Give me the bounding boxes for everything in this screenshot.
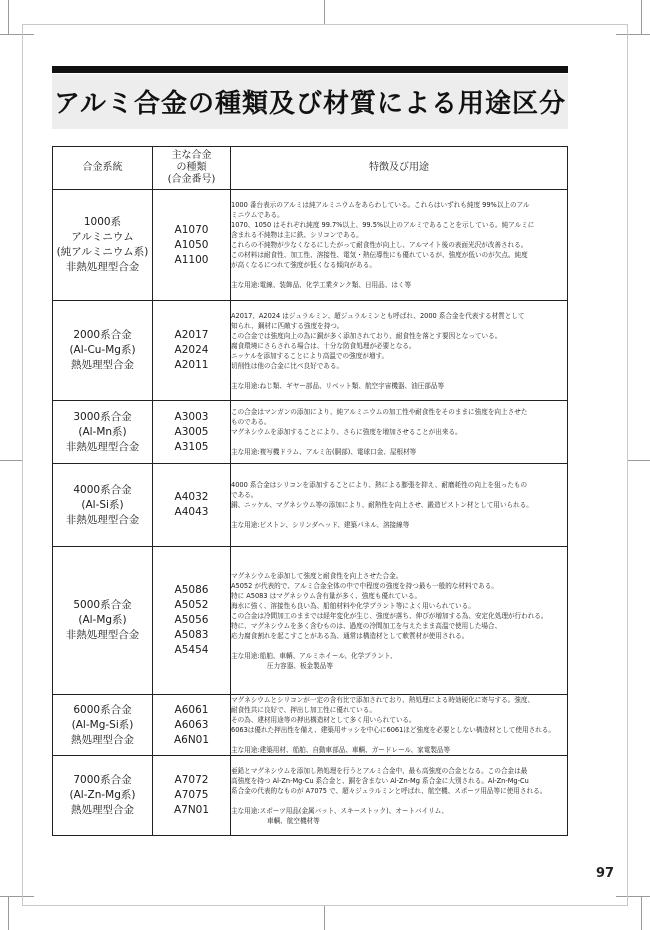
main-uses-line: 圧力容器、板金製品等 [267,661,333,670]
main-uses-line: 車輌、航空機材等 [267,816,320,825]
page-title: アルミ合金の種類及び材質による用途区分 [54,89,566,119]
alloy-system-line: 1000系 [83,216,122,228]
description-line: マグネシウムを添加して強度と耐食性を向上させた合金。 [231,571,403,580]
table-row [53,547,568,695]
crop-mark [641,0,642,34]
title-rule [52,66,568,73]
description-line: これらの不純物が少なくなるにしたがって耐食性が向上し、アルマイト後の表面光沢が改善される。 [231,241,528,249]
alloy-grade: A7N01 [173,804,210,816]
description-line: 特に、マグネシウムを多く含むものは、過度の冷間加工を与えたまま高温で使用した場合、 [231,621,502,630]
alloy-grade: A5056 [174,614,209,626]
main-uses-text [231,447,567,457]
description-text [231,571,567,641]
alloy-grade: A6N01 [173,733,210,746]
description-line: この材料は耐食性、加工性、溶接性、電気・熱伝導性にも優れているが、強度が低いのが欠点。純度 [231,251,528,259]
header-grades-line: 主な合金 [171,150,212,161]
alloy-grade: A7072 [174,774,209,786]
header-system: 合金系統 [53,147,153,190]
description-line: この合金では強度向上の為に銅が多く添加されており、耐食性を落とす要因となっている。 [231,331,502,340]
alloy-grade: A6061 [174,703,209,716]
title-box [52,74,568,129]
crop-mark [628,460,650,461]
main-uses-text [231,520,567,530]
description-line: である。 [231,491,258,499]
description-text [231,407,567,437]
description-line: 1000 番台表示のアルミは純アルミニウムをあらわしている。これらはいずれも純度 99%以上のアル [231,201,530,209]
alloy-system-line: (Al-Si系) [81,498,124,511]
description-line: 含まれる不純物は主に鉄、シリコンである。 [231,231,363,239]
description-line: 知られ、鋼材に匹敵する強度を持つ。 [231,321,344,330]
alloy-grade: A5052 [174,599,209,611]
alloy-grades-cell [153,190,231,301]
description-line: この合金はマンガンの添加により、純アルミニウムの加工性や耐食性をそのままに強度を向上させた [231,408,528,416]
alloy-grades-cell [153,301,231,401]
description-line: 銅、ニッケル、マグネシウム等の添加により、耐熱性を向上させ、鍛造ピストン材として用いられる。 [231,501,533,509]
main-uses-line: 主な用途:ピストン、シリンダヘッド、建築パネル、溶接線等 [231,521,410,529]
alloy-table [52,146,568,836]
alloy-grade: A5086 [174,584,209,596]
main-uses-text [231,806,567,826]
alloy-grades-cell [153,401,231,464]
crop-mark [324,0,325,24]
alloy-grade: A1100 [174,253,209,266]
alloy-system-line: 非熱処理型合金 [65,629,140,641]
page-number: 97 [596,866,615,881]
alloy-system-cell [53,401,153,464]
alloy-grades-cell [153,695,231,756]
alloy-grade: A6063 [174,718,209,731]
header-grades-line: (合金番号) [167,174,216,185]
alloy-system-line: (純アルミニウム系) [56,246,149,258]
description-line: 6063は優れた押出性を備え、建築用サッシを中心に6061ほど強度を必要としない構造材として使用される。 [231,726,555,734]
main-uses-line: 主な用途:複写機ドラム、アルミ缶(胴部)、電球口金、屋根材等 [231,448,417,456]
description-line: A2017、A2024 はジュラルミン、超ジュラルミンとも呼ばれ、2000 系合金を代表する材質として [231,311,525,320]
alloy-system-line: (Al-Cu-Mg系) [69,344,136,356]
alloy-grade: A3005 [174,425,209,438]
alloy-system-line: アルミニウム [71,231,134,243]
description-line: その為、建材用途等の押出構造材として多く用いられている。 [231,716,416,724]
description-line: この合金は冷間加工のままでは経年変化が生じ、強度が落ち、伸びが増加する為、安定化処理が行われる。 [231,611,548,620]
alloy-grade: A2024 [174,344,209,356]
main-uses-text [231,280,567,290]
table-row [53,464,568,547]
alloy-system-line: 3000系合金 [73,410,132,423]
description-line: ものである。 [231,418,271,426]
alloy-system-line: 6000系合金 [73,703,132,716]
alloy-system-cell [53,190,153,301]
table-row [53,401,568,464]
alloy-grade: A2011 [174,359,209,371]
description-line: 耐食性共に良好で、押出し加工性に優れている。 [231,706,376,714]
alloy-grades-cell [153,547,231,695]
main-uses-text [231,651,567,671]
description-text [231,480,567,510]
alloy-system-cell [53,301,153,401]
crop-mark [8,896,9,930]
alloy-grade: A4032 [174,491,209,503]
alloy-system-cell [53,547,153,695]
alloy-system-cell [53,695,153,756]
alloy-description-cell [231,401,568,464]
description-text [231,200,567,270]
description-line: が高くなるにつれて強度が低くなる傾向がある。 [231,261,376,269]
description-text [231,766,567,796]
alloy-system-line: (Al-Zn-Mg系) [69,789,136,801]
alloy-grade: A7075 [174,789,209,801]
alloy-system-line: 熱処理型合金 [71,804,134,816]
description-line: A5052 が代表的で、アルミ合金全体の中で中程度の強度を持つ最も一般的な材料である。 [231,581,498,590]
description-line: マグネシウムを添加することにより、さらに強度を増加させることが出来る。 [231,428,462,436]
crop-mark [8,0,9,34]
description-line: 切削性は他の合金に比べ良好である。 [231,361,344,370]
alloy-grade: A4043 [174,506,209,518]
table-header-row [53,147,568,190]
alloy-description-cell [231,301,568,401]
description-line: 1070、1050 はそれぞれ純度 99.7%以上、99.5%以上のアルミであることを示している。純アルミに [231,221,535,229]
description-line: 4000 系合金はシリコンを添加することにより、熱による膨張を抑え、耐磨耗性の向上を狙ったもの [231,481,528,489]
description-text [231,311,567,371]
alloy-grade: A1050 [174,238,209,251]
description-line: 亜鉛とマグネシウムを添加し熱処理を行うとアルミ合金中、最も高強度の合金となる。この合金は最 [231,766,528,775]
alloy-system-line: (Al-Mn系) [78,425,127,438]
alloy-description-cell [231,695,568,756]
alloy-grade: A1070 [174,223,209,236]
main-uses-line: 主な用途:電線、装飾品、化学工業タンク類、日用品、はく等 [231,281,412,289]
alloy-system-line: 熱処理型合金 [71,359,134,371]
description-line: 主な用途:建築用材、船舶、自動車部品、車輌、ガードレール、家電製品等 [231,746,451,754]
description-line: ニッケルを添加することにより高温での強度が増す。 [231,351,389,360]
alloy-system-line: 非熱処理型合金 [65,261,140,273]
alloy-system-line: 熱処理型合金 [71,733,134,746]
table-row [53,756,568,836]
alloy-description-cell [231,464,568,547]
alloy-system-line: (Al-Mg系) [78,614,127,626]
alloy-system-line: 非熱処理型合金 [65,513,140,526]
alloy-description-cell [231,547,568,695]
header-grades-line: の種類 [176,162,207,173]
description-text [231,695,567,755]
alloy-system-line: 非熱処理型合金 [65,440,140,453]
alloy-description-cell [231,756,568,836]
alloy-system-cell [53,756,153,836]
description-line: ミニウムである。 [231,211,284,219]
description-line: 海水に強く、溶接性も良い為、船舶材料や化学プラント等によく用いられている。 [231,601,475,610]
alloy-grade: A3105 [174,440,209,453]
main-uses-line: 主な用途:ねじ類、ギヤー部品、リベット類、航空宇宙機器、油圧部品等 [231,381,445,390]
table-row [53,695,568,756]
crop-mark [0,460,22,461]
alloy-system-line: 5000系合金 [73,599,132,611]
alloy-system-line: (Al-Mg-Si系) [71,718,134,731]
main-uses-line: 主な用途:船舶、車輌、アルミホイール、化学プラント、 [231,651,397,660]
description-line: マグネシウムとシリコンが一定の含有比で添加されており、熱処理による時効硬化に寄与する。強度、 [231,696,535,704]
alloy-grade: A3003 [174,410,209,423]
table-row [53,190,568,301]
header-grades [153,147,231,190]
description-line: 高強度を持つ Al-Zn-Mg-Cu 系合金と、銅を含まない Al-Zn-Mg 系合金に大別される。Al-Zn-Mg-Cu [231,776,529,785]
description-line: 特に A5083 はマグネシウム含有量が多く、強度も優れている。 [231,591,422,600]
main-uses-line: 主な用途:スポーツ用品(金属バット、スキーストック)、オートバイリム、 [231,806,449,815]
header-features: 特徴及び用途 [231,147,568,190]
alloy-system-line: 2000系合金 [73,329,132,341]
alloy-system-line: 4000系合金 [73,483,132,496]
alloy-grades-cell [153,756,231,836]
description-line: 応力腐食割れを起こすことがある為、通常は構造材として軟質材が使用される。 [231,631,469,640]
description-line: 腐食環境にさらされる場合は、十分な防食処理が必要となる。 [231,341,416,350]
main-uses-text [231,381,567,391]
alloy-grades-cell [153,464,231,547]
alloy-grade: A5083 [174,629,209,641]
description-line: 系合金の代表的なものが A7075 で、超々ジュラルミンと呼ばれ、航空機、スポーツ用品等に使用される。 [231,786,547,795]
crop-mark [641,896,642,930]
crop-mark [324,906,325,930]
alloy-system-line: 7000系合金 [73,774,132,786]
alloy-description-cell [231,190,568,301]
alloy-grade: A5454 [174,644,209,656]
table-row [53,301,568,401]
alloy-system-cell [53,464,153,547]
alloy-grade: A2017 [174,329,209,341]
